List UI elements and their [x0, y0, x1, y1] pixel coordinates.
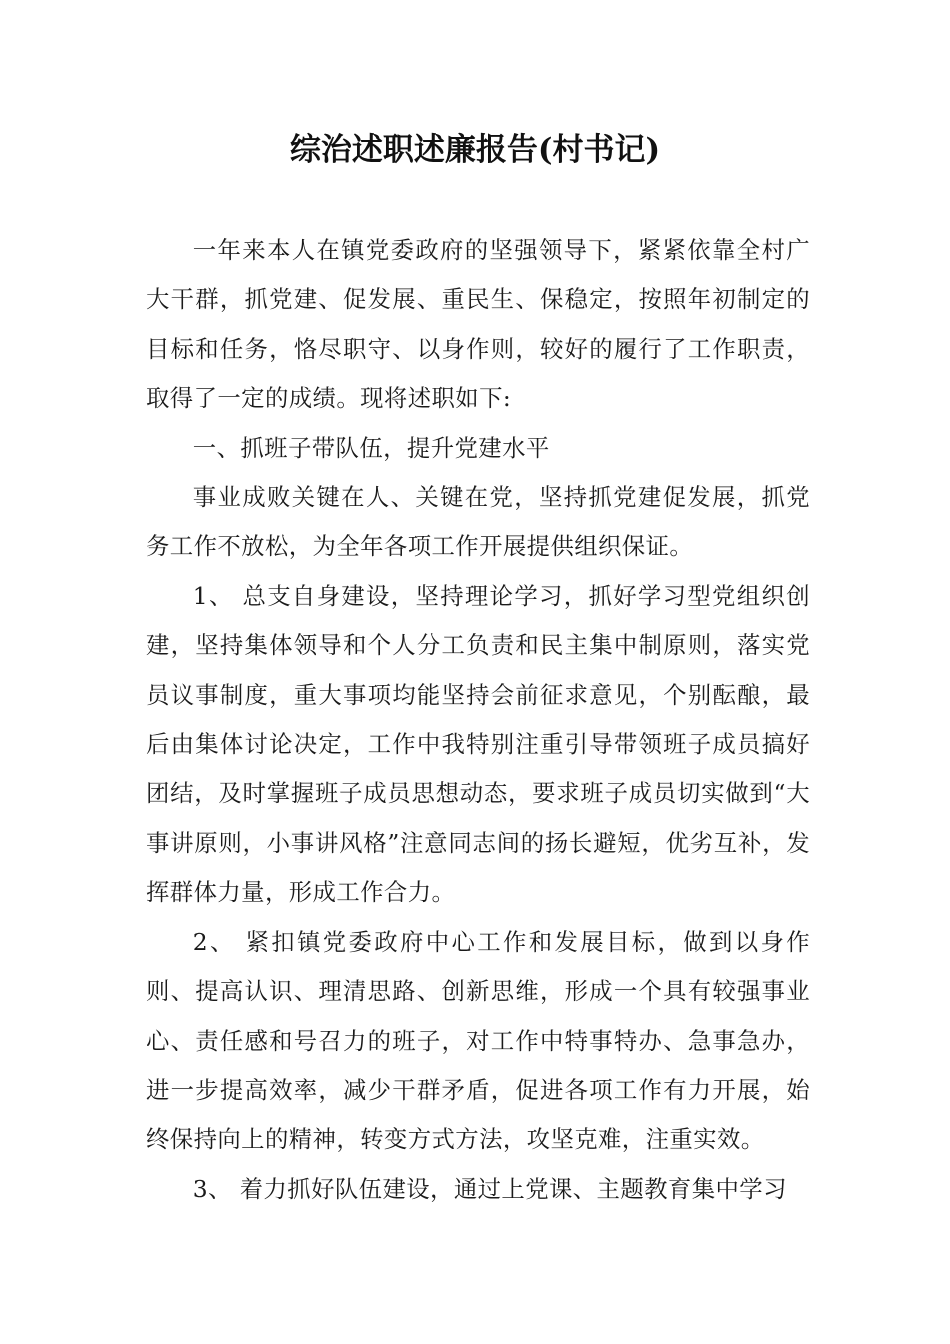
paragraph-item-3: 3、 着力抓好队伍建设，通过上党课、主题教育集中学习 — [192, 1174, 787, 1203]
section-heading-1: 一、抓班子带队伍，提升党建水平 — [192, 433, 550, 462]
document-title: 综治述职述廉报告(村书记) — [289, 132, 661, 168]
paragraph-intro: 一年来本人在镇党委政府的坚强领导下，紧紧依靠全村广大干群，抓党建、促发展、重民生、保稳定，按照年初制定的目标和任务，恪尽职守、以身作则，较好的履行了工作职责，取得了一定的成绩。现将述职如下: — [146, 236, 810, 413]
paragraph-item-1: 1、 总支自身建设，坚持理论学习，抓好学习型党组织创建，坚持集体领导和个人分工负责和民主集中制原则，落实党员议事制度，重大事项均能坚持会前征求意见，个别酝酿，最后由集体讨论决定，工作中我特别注重引导带领班子成员搞好团结，及时掌握班子成员思想动态，要求班子成员切实做到“大事讲原则，小事讲风格”注意同志间的扬长避短，优劣互补，发挥群体力量，形成工作合力。 — [146, 581, 810, 907]
paragraph-item-2: 2、 紧扣镇党委政府中心工作和发展目标，做到以身作则、提高认识、理清思路、创新思维，形成一个具有较强事业心、责任感和号召力的班子，对工作中特事特办、急事急办，进一步提高效率，减少干群矛盾，促进各项工作有力开展，始终保持向上的精神，转变方式方法，攻坚克难，注重实效。 — [146, 927, 810, 1154]
paragraph-section-1-intro: 事业成败关键在人、关键在党，坚持抓党建促发展，抓党务工作不放松，为全年各项工作开展提供组织保证。 — [146, 483, 810, 561]
document-body — [146, 226, 810, 1214]
